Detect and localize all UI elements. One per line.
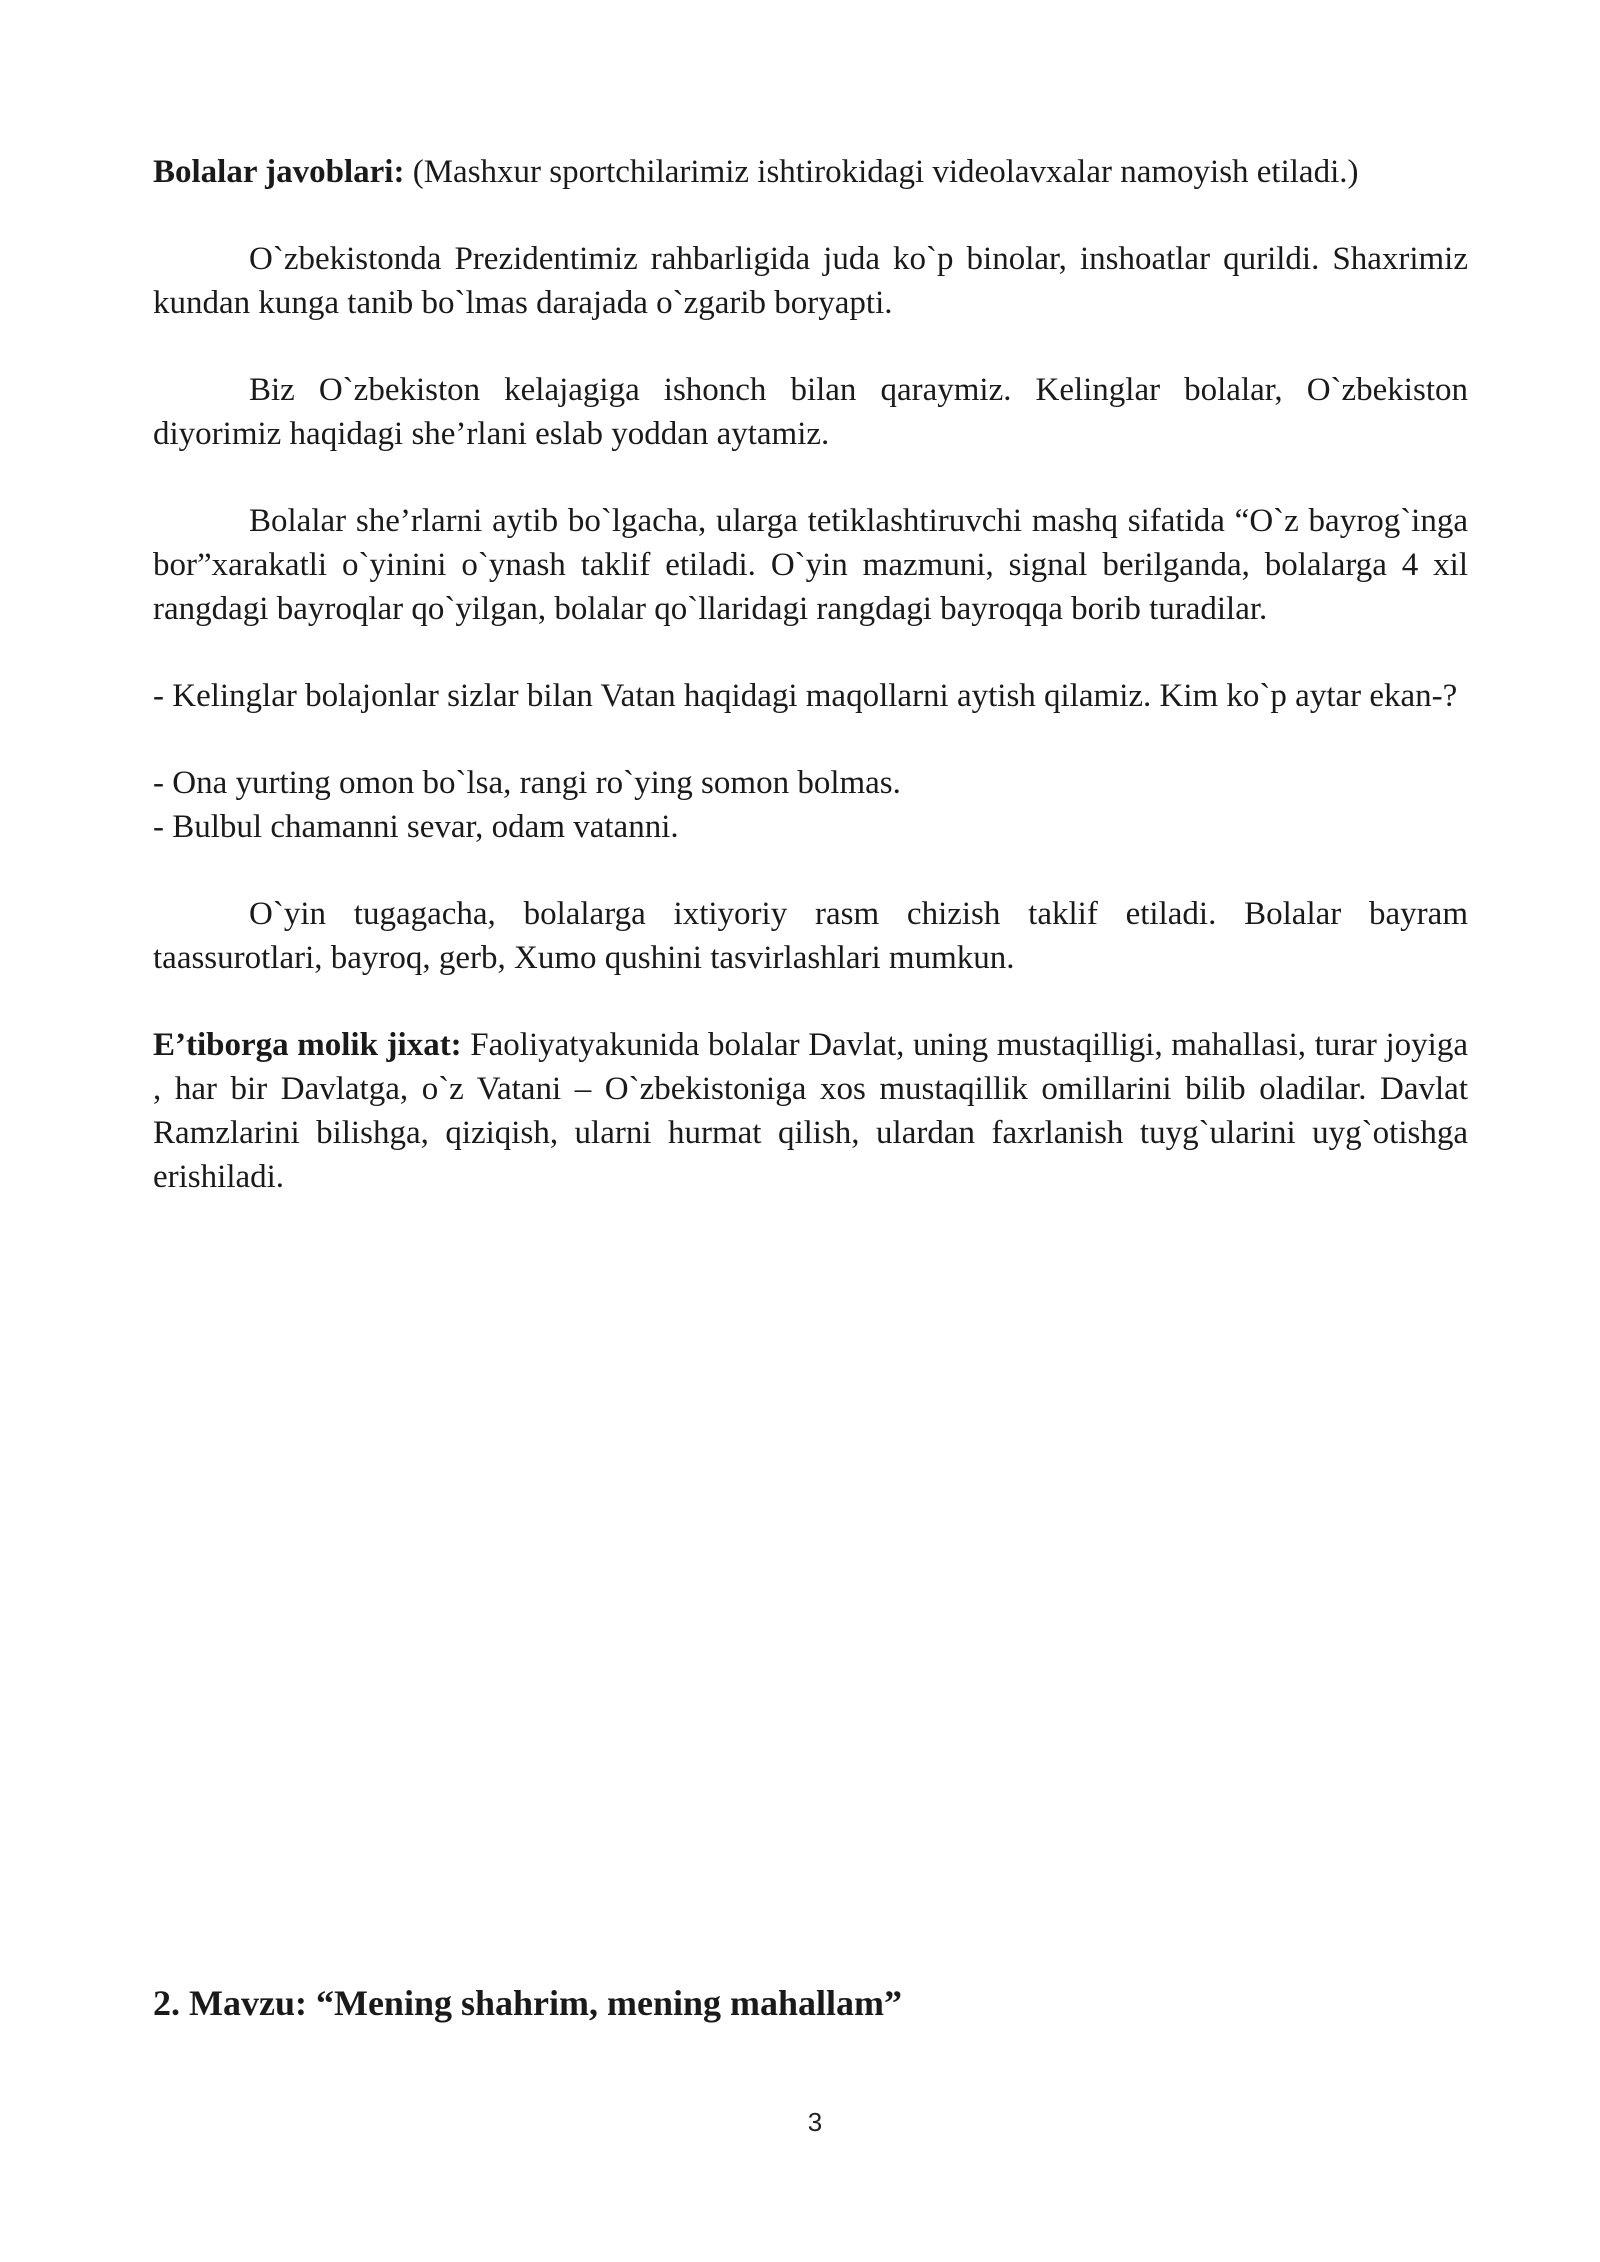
proverb-line: - Ona yurting omon bo`lsa, rangi ro`ying somon bolmas. [153, 765, 901, 801]
proverb-line: - Bulbul chamanni sevar, odam vatanni. [153, 809, 679, 845]
paragraph-future: Biz O`zbekiston kelajagiga ishonch bilan qaraymiz. Kelinglar bolalar, O`zbekiston diyorimiz haqidagi she’rlani eslab yoddan aytamiz. [153, 372, 1468, 452]
page-number: 3 [807, 2107, 823, 2137]
paragraph-drawing: O`yin tugagacha, bolalarga ixtiyoriy rasm chizish taklif etiladi. Bolalar bayram taassurotlari, bayroq, gerb, Xumo qushini tasvirlashlari mumkun. [153, 896, 1468, 976]
paragraph-proverbs-intro: - Kelinglar bolajonlar sizlar bilan Vatan haqidagi maqollarni aytish qilamiz. Kim ko`p aytar ekan-? [153, 678, 1458, 714]
paragraph-text: Faoliyatyakunida bolalar Davlat, uning mustaqilligi, mahallasi, turar joyiga , har bir Davlatga, o`z Vatani – O`zbekistoniga xos mustaqillik omillarini bilib oladilar. Davlat Ramzlarini bilishga, qiziqish, ularni hurmat qilish, ulardan faxrlanish tuyg`ularini uyg`otishga erishiladi. [153, 1027, 1468, 1195]
paragraph-flag-game: Bolalar she’rlarni aytib bo`lgacha, ularga tetiklashtiruvchi mashq sifatida “O`z bayrog`inga bor”xarakatli o`yinini o`ynash taklif etiladi. O`yin mazmuni, signal berilganda, bolalarga 4 xil rangdagi bayroqlar qo`yilgan, bolalar qo`llaridagi rangdagi bayroqqa borib turadilar. [153, 503, 1468, 627]
paragraph-text: (Mashxur sportchilarimiz ishtirokidagi videolavxalar namoyish etiladi.) [404, 154, 1359, 190]
paragraph-lead-label: Bolalar javoblari: [153, 154, 405, 190]
section-heading: 2. Mavzu: “Mening shahrim, mening mahallam” [153, 1983, 903, 2023]
paragraph-notable-aspect [153, 1023, 1468, 1199]
paragraph-lead-label: E’tiborga molik jixat: [153, 1027, 462, 1063]
paragraph-uzbekistan-buildings: O`zbekistonda Prezidentimiz rahbarligida juda ko`p binolar, inshoatlar qurildi. Shaxrimiz kundan kunga tanib bo`lmas darajada o`zgarib boryapti. [153, 241, 1468, 321]
paragraph-children-answers [153, 150, 1468, 194]
document-body [153, 150, 1468, 1242]
